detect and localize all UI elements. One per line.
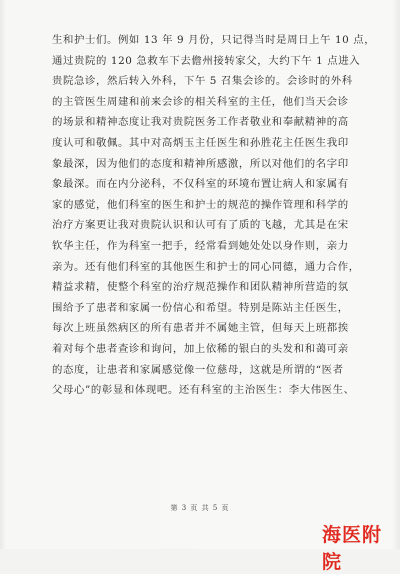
text-line: 通过贵院的 120 急救车下去儋州接转家父，大约下午 1 点进入 — [52, 54, 361, 67]
text-line: 贵院急诊，然后转入外科，下午 5 召集会诊的。会诊时的外科 — [52, 75, 353, 88]
text-line: 象最深。而在内分泌科，不仅科室的环境布置让病人和家属有 — [52, 178, 349, 191]
text-line: 每次上班虽然病区的所有患者并不属她主管，但每天上班都挨 — [52, 322, 349, 335]
watermark-logo: 海医附院 — [322, 524, 383, 573]
text-line: 父母心”的彰显和体现吧。还有科室的主治医生：李大伟医生、 — [52, 384, 355, 397]
text-line: 象最深，因为他们的态度和精神所感激，所以对他们的名字印 — [52, 157, 349, 170]
text-line: 度认可和敬佩。其中对高炳玉主任医生和孙胜花主任医生我印 — [52, 136, 349, 149]
text-line: 治疗方案更让我对贵院认识和认可有了质的飞越，尤其是在宋 — [52, 219, 349, 232]
letter-body — [52, 30, 376, 401]
text-line: 的主管医生周建和前来会诊的相关科室的主任，他们当天会诊 — [52, 95, 349, 108]
text-line: 钦华主任，作为科室一把手，经常看到她处处以身作则，亲力 — [52, 239, 349, 252]
text-line: 生和护士们。例如 13 年 9 月份，只记得当时是周日上午 10 点， — [52, 34, 376, 46]
text-line: 亲为。还有他们科室的其他医生和护士的同心同德，通力合作， — [52, 260, 360, 273]
text-line: 家的感觉，他们科室的医生和护士的规范的操作管理和科学的 — [52, 198, 349, 211]
page-number: 第 3 页 共 5 页 — [170, 504, 230, 512]
text-line: 的场景和精神态度让我对贵院医务工作者敬业和奉献精神的高 — [52, 116, 349, 129]
text-line: 围给予了患者和家属一份信心和希望。特别是陈站主任医生， — [52, 301, 349, 314]
text-line: 着对每个患者查诊和询问，加上依稀的银白的头发和和蔼可亲 — [52, 342, 349, 355]
text-line: 精益求精，使整个科室的治疗规范操作和团队精神所营造的氛 — [52, 281, 349, 294]
text-line: 的态度，让患者和家属感觉像一位慈母，这就是所谓的“医者 — [52, 363, 344, 376]
